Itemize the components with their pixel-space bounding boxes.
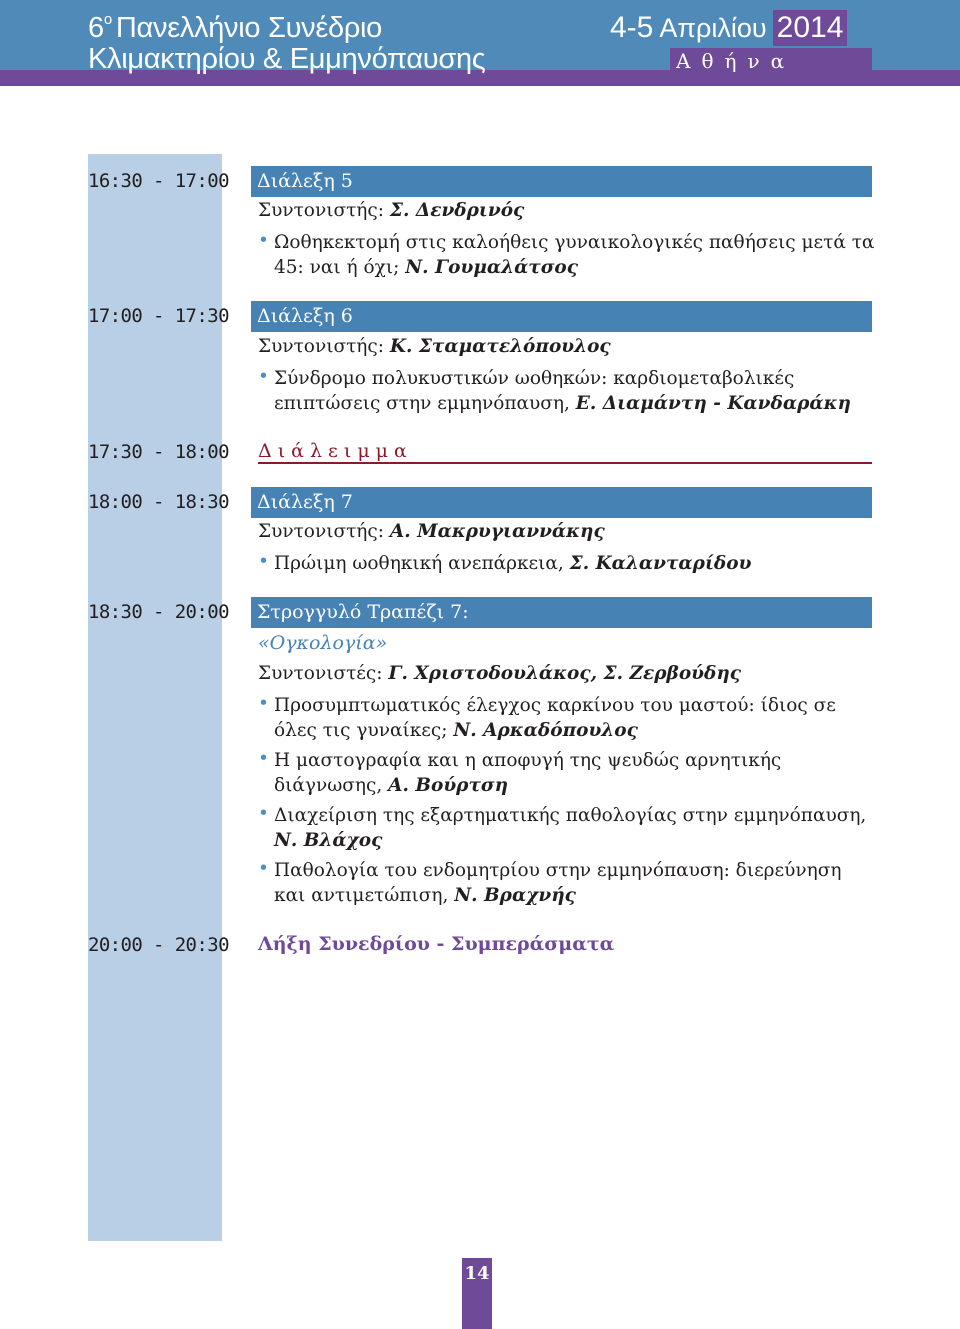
talk-speaker: Ν. Γουμαλάτσος [405,257,578,278]
session-time: 20:00 - 20:30 [88,934,229,956]
chair-label: Συντονιστής: [258,521,384,542]
session-title-bar: Διάλεξη 5 [251,166,872,197]
date-days: 4-5 [610,11,654,44]
title-line-2: Κλιμακτηρίου & Εμμηνόπαυσης [88,43,486,75]
talk-item [258,366,878,416]
break-title: Διάλειμμα [258,440,413,462]
bullet-icon: • [258,803,269,824]
conference-title [88,4,485,75]
session-time: 16:30 - 17:00 [88,170,229,192]
session-chair [258,663,741,684]
talk-item [258,693,878,743]
talk-text: Διαχείριση της εξαρτηματικής παθολογίας στην εμμηνόπαυση, [274,805,867,826]
conference-date [610,10,847,46]
bullet-icon: • [258,693,269,714]
bullet-icon: • [258,551,269,572]
bullet-icon: • [258,858,269,879]
conference-city: Αθήνα [670,48,872,74]
date-month: Απριλίου [659,13,767,43]
bullet-icon: • [258,748,269,769]
session-chair [258,521,605,542]
talk-speaker: Ε. Διαμάντη - Κανδαράκη [575,393,851,414]
talk-speaker: Ν. Βραχνής [454,885,576,906]
talk-text: Σύνδρομο πολυκυστικών ωοθηκών: καρδιομεταβολικές επιπτώσεις στην εμμηνόπαυση, [274,368,795,414]
title-line-1: Πανελλήνιο Συνέδριο [115,12,383,44]
bullet-icon: • [258,230,269,251]
edition-number: 6 [88,12,104,44]
session-chair [258,336,611,357]
talk-item [258,230,878,280]
session-time: 17:30 - 18:00 [88,441,229,463]
session-chair [258,200,524,221]
talk-text: Η μαστογραφία και η αποφυγή της ψευδώς αρνητικής διάγνωσης, [274,750,782,796]
session-title-bar: Διάλεξη 6 [251,301,872,332]
edition-superscript: ο [103,11,112,28]
talk-item [258,858,878,908]
talk-text: Παθολογία του ενδομητρίου στην εμμηνόπαυση: διερεύνηση και αντιμετώπιση, [274,860,842,906]
chair-label: Συντονιστής: [258,336,384,357]
talk-speaker: Α. Βούρτση [388,775,509,796]
talk-speaker: Σ. Καλανταρίδου [569,553,752,574]
session-title-bar: Στρογγυλό Τραπέζι 7: [251,597,872,628]
chair-name: Γ. Χριστοδουλάκος, Σ. Ζερβούδης [388,663,742,684]
session-time: 18:30 - 20:00 [88,601,229,623]
date-year: 2014 [773,10,848,46]
talk-item [258,803,878,853]
talk-text: Πρώιμη ωοθηκική ανεπάρκεια, [274,553,564,574]
chair-name: Κ. Σταματελόπουλος [389,336,611,357]
bullet-icon: • [258,366,269,387]
talk-text: Ωοθηκεκτομή στις καλοήθεις γυναικολογικές παθήσεις μετά τα 45: ναι ή όχι; [274,232,875,278]
session-time: 17:00 - 17:30 [88,305,229,327]
talk-text: Προσυμπτωματικός έλεγχος καρκίνου του μαστού: ίδιος σε όλες τις γυναίκες; [274,695,836,741]
talk-speaker: Ν. Αρκαδόπουλος [453,720,638,741]
chair-label: Συντονιστές: [258,663,383,684]
chair-label: Συντονιστής: [258,200,384,221]
closing-title: Λήξη Συνεδρίου - Συμπεράσματα [258,933,615,955]
chair-name: Σ. Δενδρινός [389,200,525,221]
talk-item [258,748,878,798]
page-number: 14 [462,1258,492,1329]
chair-name: Α. Μακρυγιαννάκης [389,521,605,542]
talk-speaker: Ν. Βλάχος [274,830,383,851]
session-subtitle: «Ογκολογία» [258,632,388,654]
session-time: 18:00 - 18:30 [88,491,229,513]
talk-item [258,551,878,576]
session-title-bar: Διάλεξη 7 [251,487,872,518]
break-divider [258,462,872,464]
